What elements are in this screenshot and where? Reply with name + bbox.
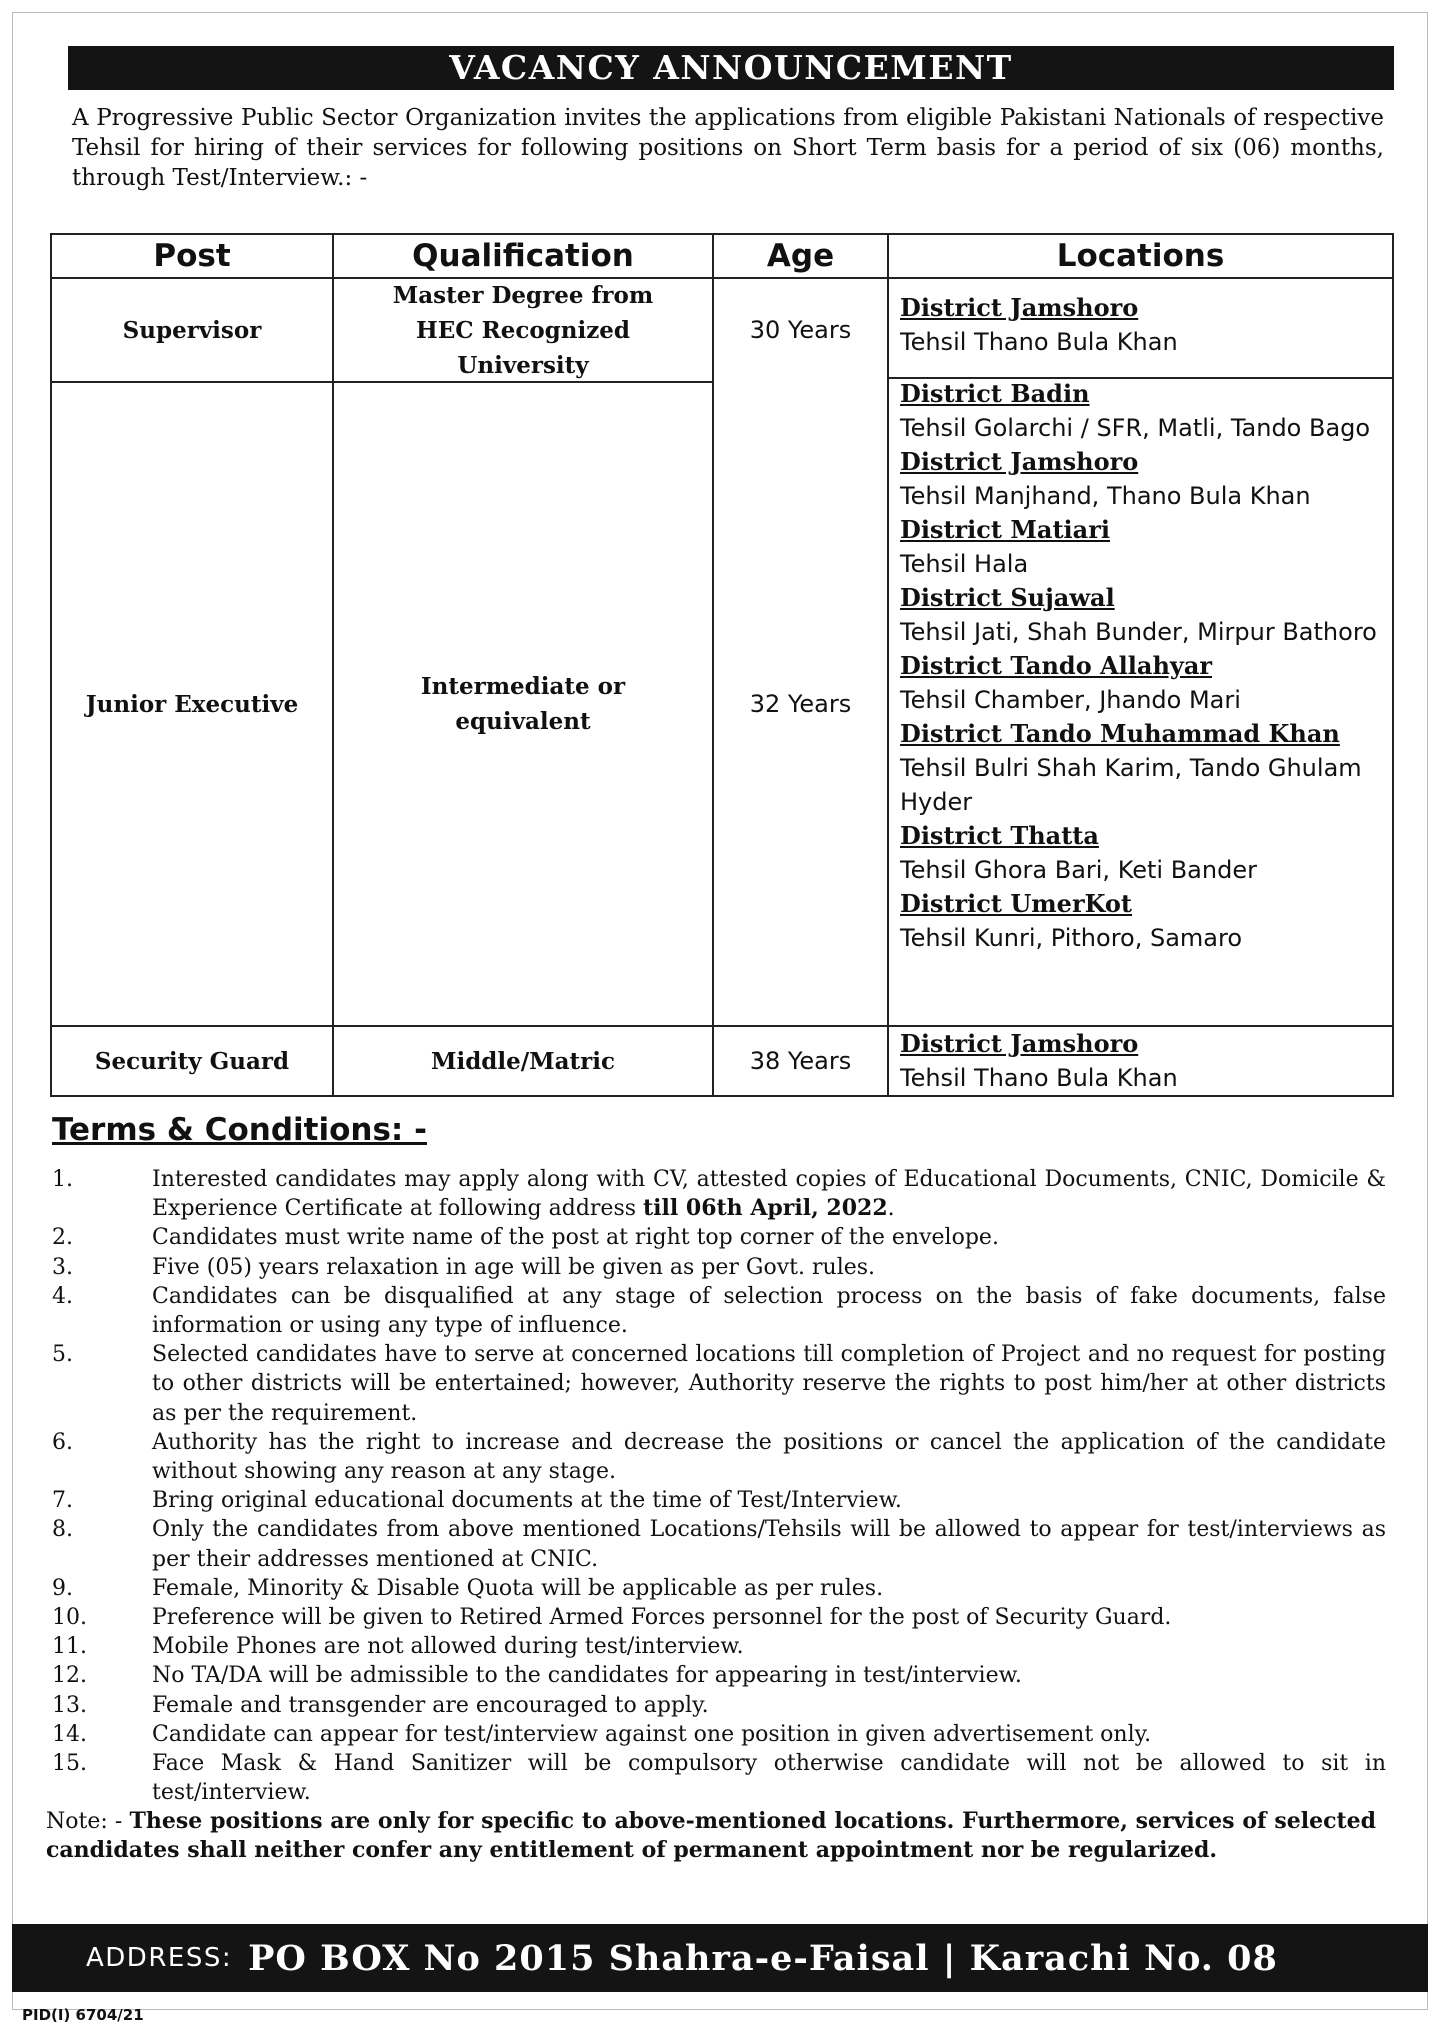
term-item [50, 1340, 1386, 1428]
vacancy-table [50, 233, 1394, 1097]
term-number: 1. [52, 1167, 73, 1192]
col-divider-3 [887, 235, 889, 1095]
term-text: Candidate can appear for test/interview against one position in given advertisement only. [152, 1721, 1152, 1747]
term-text: Mobile Phones are not allowed during test/interview. [152, 1634, 744, 1660]
term-text: Candidates must write name of the post at right top corner of the envelope. [152, 1225, 999, 1251]
term-number: 9. [52, 1575, 73, 1601]
qualification-line: equivalent [455, 708, 591, 735]
note-paragraph [46, 1807, 1376, 1865]
district-name: District Matiari [900, 515, 1110, 544]
term-item [50, 1428, 1386, 1486]
header-age: Age [766, 238, 835, 274]
publication-id: PID(I) 6704/21 [22, 2006, 144, 2024]
page-title: VACANCY ANNOUNCEMENT [68, 46, 1394, 90]
locations-supervisor [900, 291, 1390, 359]
term-number: 5. [52, 1342, 73, 1368]
tehsil-list: Tehsil Ghora Bari, Keti Bander [900, 856, 1257, 884]
post-junior-executive: Junior Executive [85, 690, 299, 718]
term-text: Selected candidates have to serve at concerned locations till completion of Project and no request for posting to other districts will be entertained; however, Authority reserve the rights to post him/her at other districts as per the requirement. [152, 1342, 1386, 1426]
term-number: 13. [52, 1692, 87, 1718]
locations-junior-executive [900, 377, 1390, 955]
term-number: 11. [52, 1634, 87, 1660]
address-bar [12, 1924, 1428, 1992]
term-item [50, 1165, 1386, 1223]
district-name: District Badin [900, 379, 1090, 408]
tehsil-list: Tehsil Thano Bula Khan [900, 1064, 1178, 1092]
term-item [50, 1574, 1386, 1603]
terms-heading: Terms & Conditions: - [52, 1112, 427, 1148]
term-number: 10. [52, 1605, 87, 1631]
district-name: District Jamshoro [900, 447, 1139, 476]
header-locations: Locations [1056, 238, 1225, 274]
address-label: ADDRESS: [86, 1943, 233, 1973]
district-name: District Tando Muhammad Khan [900, 719, 1340, 748]
district-name: District Tando Allahyar [900, 651, 1213, 680]
note-text: These positions are only for specific to above-mentioned locations. Furthermore, services of selected candidates shall neither confer any entitlement of permanent appointment nor be regularized. [46, 1808, 1377, 1863]
term-item [50, 1223, 1386, 1252]
term-item [50, 1632, 1386, 1661]
term-text-end: . [887, 1196, 895, 1222]
post-security-guard: Security Guard [94, 1047, 290, 1075]
terms-list [50, 1165, 1386, 1807]
term-text: Bring original educational documents at the time of Test/Interview. [152, 1488, 902, 1514]
term-number: 6. [52, 1429, 73, 1455]
term-item [50, 1661, 1386, 1690]
qualification-security-guard [334, 1027, 712, 1095]
term-text: Candidates can be disqualified at any stage of selection process on the basis of fake documents, false information or using any type of influence. [152, 1283, 1386, 1339]
term-number: 12. [52, 1663, 87, 1689]
tehsil-list: Tehsil Jati, Shah Bunder, Mirpur Bathoro [900, 618, 1377, 646]
term-text: Five (05) years relaxation in age will be given as per Govt. rules. [152, 1254, 876, 1280]
term-item [50, 1749, 1386, 1807]
term-item [50, 1486, 1386, 1515]
qualification-supervisor [334, 279, 712, 381]
qualification-junior-executive [334, 383, 712, 1025]
term-number: 3. [52, 1254, 73, 1280]
intro-paragraph: A Progressive Public Sector Organization invites the applications from eligible Pakistani Nationals of respective Tehsil for hiring of their services for following positions on Short Term basis for a period of six (06) months, through Test/Interview.: - [72, 105, 1384, 191]
note-label: Note: - [46, 1809, 130, 1834]
term-item [50, 1691, 1386, 1720]
term-text: Authority has the right to increase and decrease the positions or cancel the application of the candidate without showing any reason at any stage. [152, 1429, 1386, 1485]
district-name: District UmerKot [900, 889, 1133, 918]
qualification-line: University [457, 351, 589, 379]
term-number: 7. [52, 1488, 73, 1514]
district-name: District Jamshoro [900, 293, 1139, 322]
term-text: No TA/DA will be admissible to the candidates for appearing in test/interview. [152, 1663, 1022, 1689]
district-name: District Thatta [900, 821, 1099, 850]
tehsil-list: Tehsil Thano Bula Khan [900, 328, 1178, 356]
term-number: 4. [52, 1283, 73, 1309]
district-name: District Jamshoro [900, 1029, 1139, 1058]
qualification-line: Middle/Matric [431, 1047, 615, 1075]
age-security-guard: 38 Years [749, 1047, 852, 1075]
tehsil-list: Tehsil Manjhand, Thano Bula Khan [900, 482, 1311, 510]
term-text: Female and transgender are encouraged to apply. [152, 1692, 709, 1718]
term-text: Interested candidates may apply along with CV, attested copies of Educational Documents, CNIC, Domicile & Experience Certificate at following address [152, 1167, 1386, 1222]
locations-security-guard [900, 1027, 1390, 1095]
term-number: 2. [52, 1225, 73, 1251]
age-supervisor: 30 Years [749, 316, 852, 344]
term-text: Only the candidates from above mentioned Locations/Tehsils will be allowed to appear for test/interviews as per their addresses mentioned at CNIC. [152, 1517, 1386, 1572]
qualification-line: HEC Recognized [416, 316, 630, 344]
term-text: Preference will be given to Retired Armed Forces personnel for the post of Security Guard. [152, 1605, 1172, 1631]
term-text: Face Mask & Hand Sanitizer will be compulsory otherwise candidate will not be allowed to sit in test/interview. [152, 1751, 1386, 1806]
term-item [50, 1282, 1386, 1340]
header-post: Post [153, 238, 231, 274]
tehsil-list: Tehsil Chamber, Jhando Mari [900, 686, 1241, 714]
term-number: 15. [52, 1751, 87, 1777]
term-text: Female, Minority & Disable Quota will be applicable as per rules. [152, 1575, 884, 1601]
tehsil-list: Tehsil Golarchi / SFR, Matli, Tando Bago [900, 414, 1371, 442]
tehsil-list: Tehsil Hala [900, 550, 1029, 578]
qualification-line: Intermediate or [420, 673, 626, 700]
term-deadline: till 06th April, 2022 [643, 1195, 888, 1222]
post-supervisor: Supervisor [122, 316, 262, 344]
tehsil-list: Tehsil Kunri, Pithoro, Samaro [900, 924, 1243, 952]
term-number: 8. [52, 1517, 73, 1543]
qualification-line: Master Degree from [392, 281, 654, 309]
address-value: PO BOX No 2015 Shahra-e-Faisal | Karachi No. 08 [248, 1937, 1278, 1979]
term-item [50, 1720, 1386, 1749]
term-item [50, 1515, 1386, 1573]
header-qualification: Qualification [412, 238, 634, 274]
term-number: 14. [52, 1721, 87, 1747]
district-name: District Sujawal [900, 583, 1115, 612]
tehsil-list: Tehsil Bulri Shah Karim, Tando Ghulam Hyder [900, 754, 1362, 816]
term-item [50, 1253, 1386, 1282]
age-junior-executive: 32 Years [749, 690, 852, 718]
term-item [50, 1603, 1386, 1632]
